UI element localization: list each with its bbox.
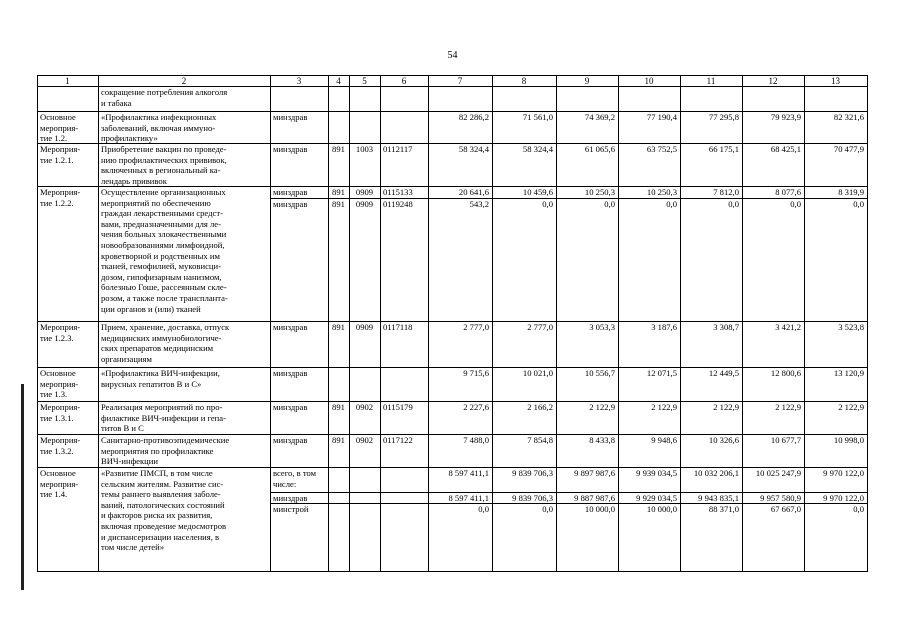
amount-value: 82 321,6	[833, 112, 864, 122]
amount-value: 12 071,5	[646, 368, 677, 378]
amount-value: 2 122,9	[713, 402, 739, 412]
amount-value: 12 449,5	[708, 368, 739, 378]
amount-value: 9 970 122,0	[823, 468, 864, 478]
amount-value: 10 250,3	[646, 187, 677, 197]
target-item-code: 0115179	[383, 402, 413, 412]
amount-value: 10 326,6	[708, 435, 739, 445]
amount-value: 9 929 034,5	[636, 493, 677, 503]
amount-value: 2 227,6	[463, 402, 489, 412]
amount-value: 0,0	[666, 199, 677, 209]
column-header: 12	[768, 76, 778, 86]
amount-value: 77 190,4	[646, 112, 677, 122]
column-header: 9	[584, 76, 590, 86]
column-rule	[380, 75, 381, 572]
section-code: 0909	[355, 322, 374, 332]
amount-value: 9 957 580,9	[760, 493, 801, 503]
amount-value: 10 021,0	[522, 368, 553, 378]
amount-value: 0,0	[853, 504, 864, 514]
column-rule	[270, 75, 271, 572]
amount-value: 2 122,9	[651, 402, 677, 412]
amount-value: 8 319,9	[838, 187, 864, 197]
amount-value: 2 122,9	[775, 402, 801, 412]
amount-value: 82 286,2	[458, 112, 489, 122]
column-header: 4	[336, 76, 341, 86]
amount-value: 2 166,2	[527, 402, 553, 412]
amount-value: 10 459,6	[522, 187, 553, 197]
executor: минстрой	[273, 504, 309, 514]
amount-value: 7 812,0	[713, 187, 739, 197]
executor: минздрав	[273, 435, 308, 445]
activity-name: Санитарно-противоэпидемические мероприятия по профилактике ВИЧ-инфекции	[101, 435, 230, 467]
amount-value: 0,0	[478, 504, 489, 514]
amount-value: 12 800,6	[770, 368, 801, 378]
activity-type: Мероприя- тие 1.2.2.	[40, 187, 81, 208]
amount-value: 58 324,4	[522, 144, 553, 154]
target-item-code: 0117118	[383, 322, 413, 332]
column-rule	[37, 75, 38, 572]
activity-name: «Профилактика ВИЧ-инфекции, вирусных гепатитов В и С»	[101, 368, 220, 389]
amount-value: 63 752,5	[646, 144, 677, 154]
amount-value: 70 477,9	[833, 144, 864, 154]
activity-type: Основное мероприя- тие 1.3.	[40, 368, 79, 400]
target-item-code: 0117122	[383, 435, 413, 445]
executor: минздрав	[273, 368, 308, 378]
section-code: 0909	[355, 187, 374, 197]
amount-value: 71 561,0	[522, 112, 553, 122]
amount-value: 0,0	[853, 199, 864, 209]
amount-value: 10 000,0	[584, 504, 615, 514]
amount-value: 7 854,8	[527, 435, 553, 445]
section-code: 0902	[355, 402, 374, 412]
amount-value: 9 970 122,0	[823, 493, 864, 503]
activity-type: Мероприя- тие 1.3.1.	[40, 402, 81, 423]
activity-name: Реализация мероприятий по про- филактике ВИЧ-инфекции и гепа- титов В и С	[101, 402, 226, 434]
activity-type: Мероприя- тие 1.2.3.	[40, 322, 81, 343]
executor: минздрав	[273, 402, 308, 412]
page-number: 54	[447, 50, 458, 61]
grbs-code: 891	[332, 199, 345, 209]
amount-value: 9 839 706,3	[512, 493, 553, 503]
amount-value: 3 308,7	[713, 322, 739, 332]
amount-value: 2 122,9	[589, 402, 615, 412]
grbs-code: 891	[332, 435, 345, 445]
activity-type: Мероприя- тие 1.3.2.	[40, 435, 81, 456]
executor: минздрав	[273, 322, 308, 332]
amount-value: 9 839 706,3	[512, 468, 553, 478]
amount-value: 66 175,1	[708, 144, 739, 154]
column-header: 5	[362, 76, 367, 86]
amount-value: 10 677,7	[770, 435, 801, 445]
executor: минздрав	[273, 112, 308, 122]
activity-name: Прием, хранение, доставка, отпуск медицинских иммунобиологиче- ских препаратов медицинским организациям	[101, 322, 230, 364]
amount-value: 68 425,1	[770, 144, 801, 154]
activity-type: Основное мероприя- тие 1.2.	[40, 112, 79, 144]
activity-name: Осуществление организационных мероприятий по обеспечению граждан лекарственными средст- вами, предназначенными для ле- чения больных злокачественными новообразованиями лимфоидной, кроветворной и родственных им тканей, гемофилией, муковисци- дозом, гипофизарным нанизмом, болезнью Гоше, рассеянным скле- розом, а также после транспланта- ции органов и (или) тканей	[101, 187, 228, 314]
executor: минздрав	[273, 144, 308, 154]
amount-value: 0,0	[542, 504, 553, 514]
amount-value: 3 421,2	[775, 322, 801, 332]
amount-value: 3 187,6	[651, 322, 677, 332]
amount-value: 9 948,6	[651, 435, 677, 445]
amount-value: 58 324,4	[458, 144, 489, 154]
section-code: 1003	[355, 144, 374, 154]
amount-value: 88 371,0	[708, 504, 739, 514]
amount-value: 74 369,2	[584, 112, 615, 122]
amount-value: 10 025 247,9	[755, 468, 801, 478]
amount-value: 9 887 987,6	[574, 493, 615, 503]
amount-value: 3 053,3	[589, 322, 615, 332]
column-rule	[867, 75, 868, 572]
column-header: 2	[181, 76, 187, 86]
column-header: 1	[65, 76, 70, 86]
amount-value: 0,0	[790, 199, 801, 209]
grbs-code: 891	[332, 144, 345, 154]
amount-value: 8 597 411,1	[448, 468, 489, 478]
target-item-code: 0112117	[383, 144, 413, 154]
amount-value: 2 777,0	[463, 322, 489, 332]
amount-value: 9 943 835,1	[698, 493, 739, 503]
amount-value: 9 715,6	[463, 368, 489, 378]
amount-value: 0,0	[728, 199, 739, 209]
column-header: 6	[401, 76, 407, 86]
amount-value: 10 998,0	[833, 435, 864, 445]
amount-value: 10 250,3	[584, 187, 615, 197]
section-code: 0909	[355, 199, 374, 209]
amount-value: 13 120,9	[833, 368, 864, 378]
column-header: 10	[644, 76, 654, 86]
amount-value: 0,0	[604, 199, 615, 209]
amount-value: 8 597 411,1	[448, 493, 489, 503]
grbs-code: 891	[332, 322, 345, 332]
executor: минздрав	[273, 493, 308, 503]
amount-value: 543,2	[469, 199, 489, 209]
activity-name: «Развитие ПМСП, в том числе сельским жителям. Развитие сис- темы раннего выявления заболе- ваний, патологических состояний и факторов риска их развития, включая проведение медосмотров и диспансеризации населения, в том числе детей»	[101, 468, 227, 553]
amount-value: 8 433,8	[589, 435, 615, 445]
column-header: 11	[706, 76, 716, 86]
amount-value: 67 667,0	[770, 504, 801, 514]
amount-value: 77 295,8	[708, 112, 739, 122]
amount-value: 79 923,9	[770, 112, 801, 122]
amount-value: 9 897 987,6	[574, 468, 615, 478]
activity-type: Основное мероприя- тие 1.4.	[40, 468, 79, 500]
activity-name: «Профилактика инфекционных заболеваний, включая иммуно- профилактику»	[101, 112, 217, 144]
continuation-text: сокращение потребления алкоголя и табака	[101, 87, 228, 108]
target-item-code: 0115133	[383, 187, 413, 197]
amount-value: 61 065,6	[584, 144, 615, 154]
amount-value: 10 032 206,1	[693, 468, 739, 478]
activity-name: Приобретение вакцин по проведе- нию профилактических прививок, включенных в региональный ка- лендарь прививок	[101, 144, 227, 186]
section-code: 0902	[355, 435, 374, 445]
grbs-code: 891	[332, 187, 345, 197]
amount-value: 10 556,7	[584, 368, 615, 378]
amount-value: 9 939 034,5	[636, 468, 677, 478]
table-bottom-rule	[37, 571, 868, 572]
column-header: 13	[831, 76, 840, 86]
amount-value: 2 122,9	[838, 402, 864, 412]
amount-value: 7 488,0	[463, 435, 489, 445]
amount-value: 10 000,0	[646, 504, 677, 514]
column-header: 8	[521, 76, 527, 86]
amount-value: 20 641,6	[458, 187, 489, 197]
executor: всего, в том числе:	[273, 468, 317, 489]
column-header: 3	[296, 76, 302, 86]
amount-value: 3 523,8	[838, 322, 864, 332]
column-rule	[98, 75, 99, 572]
amount-value: 2 777,0	[527, 322, 553, 332]
column-header: 7	[457, 76, 463, 86]
target-item-code: 0119248	[383, 199, 413, 209]
amount-value: 8 077,6	[775, 187, 801, 197]
executor: минздрав	[273, 199, 308, 209]
activity-type: Мероприя- тие 1.2.1.	[40, 144, 81, 165]
grbs-code: 891	[332, 402, 345, 412]
amount-value: 0,0	[542, 199, 553, 209]
executor: минздрав	[273, 187, 308, 197]
